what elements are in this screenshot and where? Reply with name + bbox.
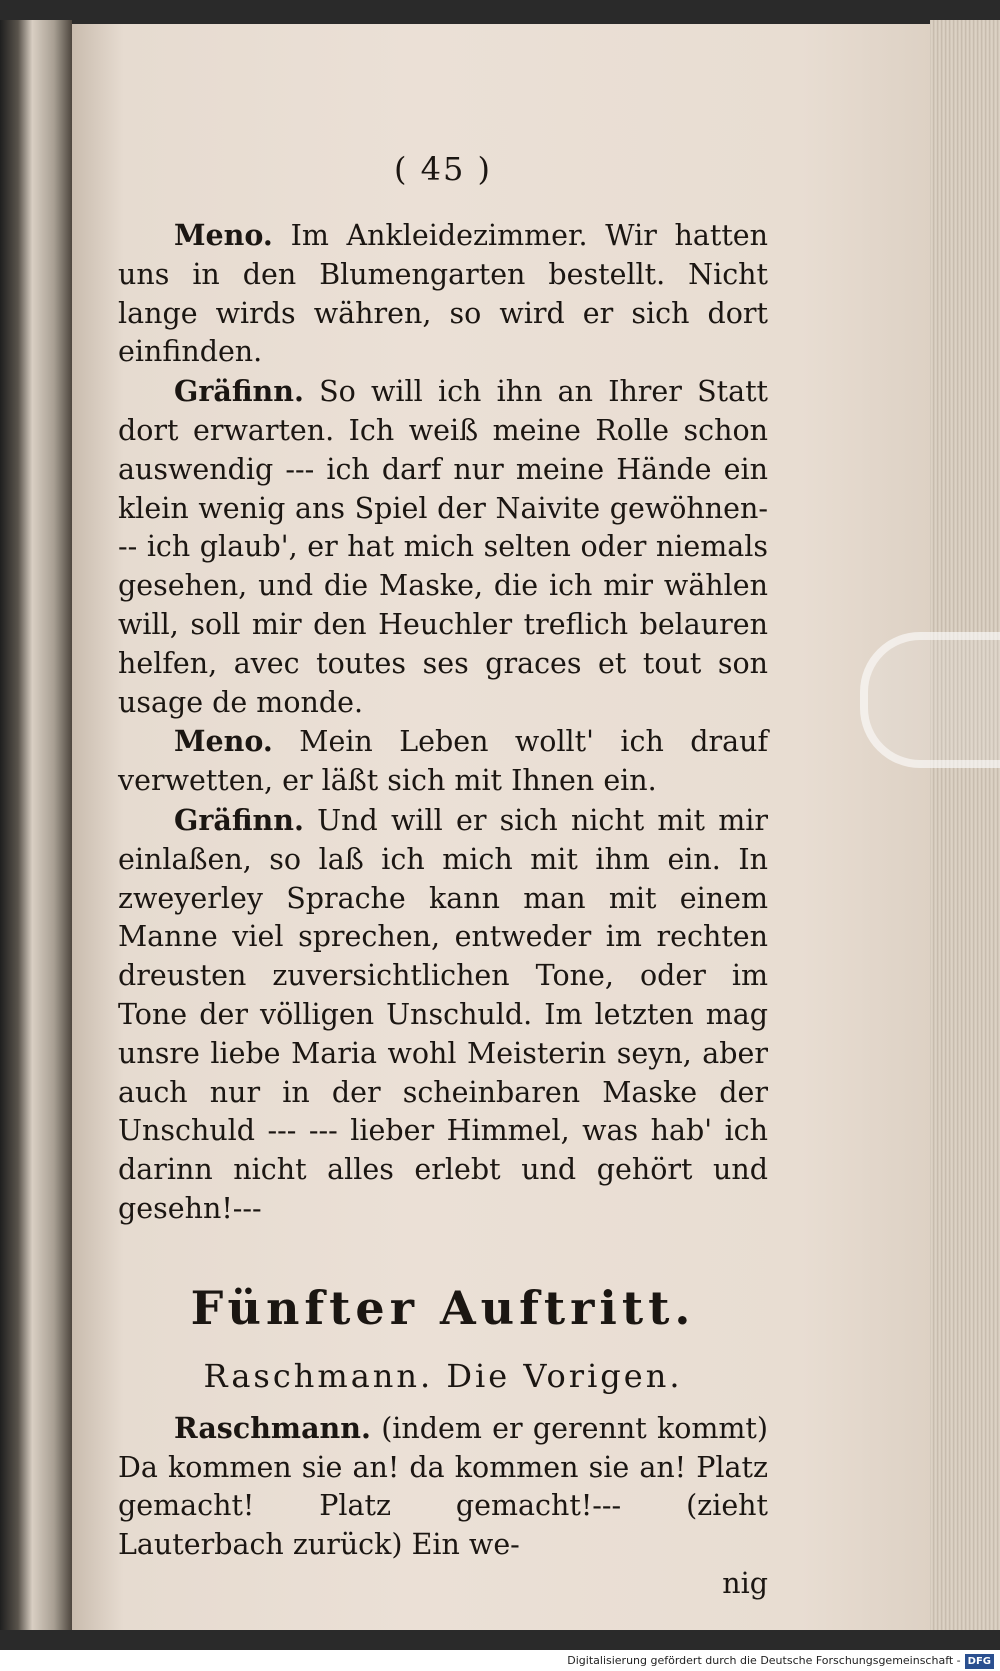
- right-page-stack: [930, 20, 1000, 1630]
- dialogue-text: Und will er sich nicht mit mir einlaßen, so laß ich mich mit ihm ein. In zweyerley Sprache kann man mit einem Manne viel sprechen, entweder im rechten dreusten zuversichtlichen Tone, oder im Tone der völligen Unschuld. Im letzten mag unsre liebe Maria wohl Meisterin seyn, aber auch nur in der scheinbaren Maske der Unschuld --- --- lieber Himmel, was hab' ich darinn nicht alles erlebt und gehört und gesehn!---: [118, 803, 769, 1225]
- dialogue-text: Mein Leben wollt' ich drauf verwetten, er läßt sich mit Ihnen ein.: [118, 725, 768, 798]
- scene-title: Fünfter Auftritt.: [190, 1280, 696, 1335]
- dialogue-paragraph: [118, 801, 768, 1229]
- dialogue-paragraph: [118, 216, 768, 372]
- dialogue-paragraph: [118, 722, 768, 801]
- dialogue-text: So will ich ihn an Ihrer Statt dort erwarten. Ich weiß meine Rolle schon auswendig --- ich darf nur meine Hände ein klein wenig ans Spiel der Naivite gewöhnen--- ich glaub', er hat mich selten oder niemals gesehen, und die Maske, die ich mir wählen will, soll mir den Heuchler treflich belauren helfen, avec toutes ses graces et tout son usage de monde.: [118, 375, 769, 719]
- page-number: ( 45 ): [393, 150, 493, 188]
- speaker-name: Meno.: [174, 724, 273, 759]
- dialogue-text: (indem er gerennt kommt) Da kommen sie an! da kommen sie an! Platz gemacht! Platz gemacht!--- (zieht Lauterbach zurück) Ein we-: [118, 1411, 768, 1562]
- dialogue-paragraph: [118, 1409, 768, 1565]
- speaker-name: Gräfinn.: [174, 802, 304, 837]
- catchword: nig: [722, 1566, 768, 1600]
- left-page-edge: [0, 20, 72, 1630]
- footer-text: Digitalisierung gefördert durch die Deutsche Forschungsgemeinschaft -: [567, 1654, 961, 1667]
- dialogue-text: Im Ankleidezimmer. Wir hatten uns in den Blumengarten bestellt. Nicht lange wirds währen, so wird er sich dort einfinden.: [118, 219, 768, 369]
- speaker-name: Raschmann.: [174, 1410, 371, 1445]
- page-clip: [860, 632, 1000, 768]
- dfg-logo: DFG: [965, 1654, 994, 1669]
- speaker-name: Gräfinn.: [174, 374, 304, 409]
- speaker-name: Meno.: [174, 218, 273, 252]
- scene-persons: Raschmann. Die Vorigen.: [203, 1356, 683, 1395]
- dialogue-paragraph: [118, 372, 768, 722]
- digitization-footer: [0, 1650, 1000, 1671]
- page-text: [118, 150, 768, 1603]
